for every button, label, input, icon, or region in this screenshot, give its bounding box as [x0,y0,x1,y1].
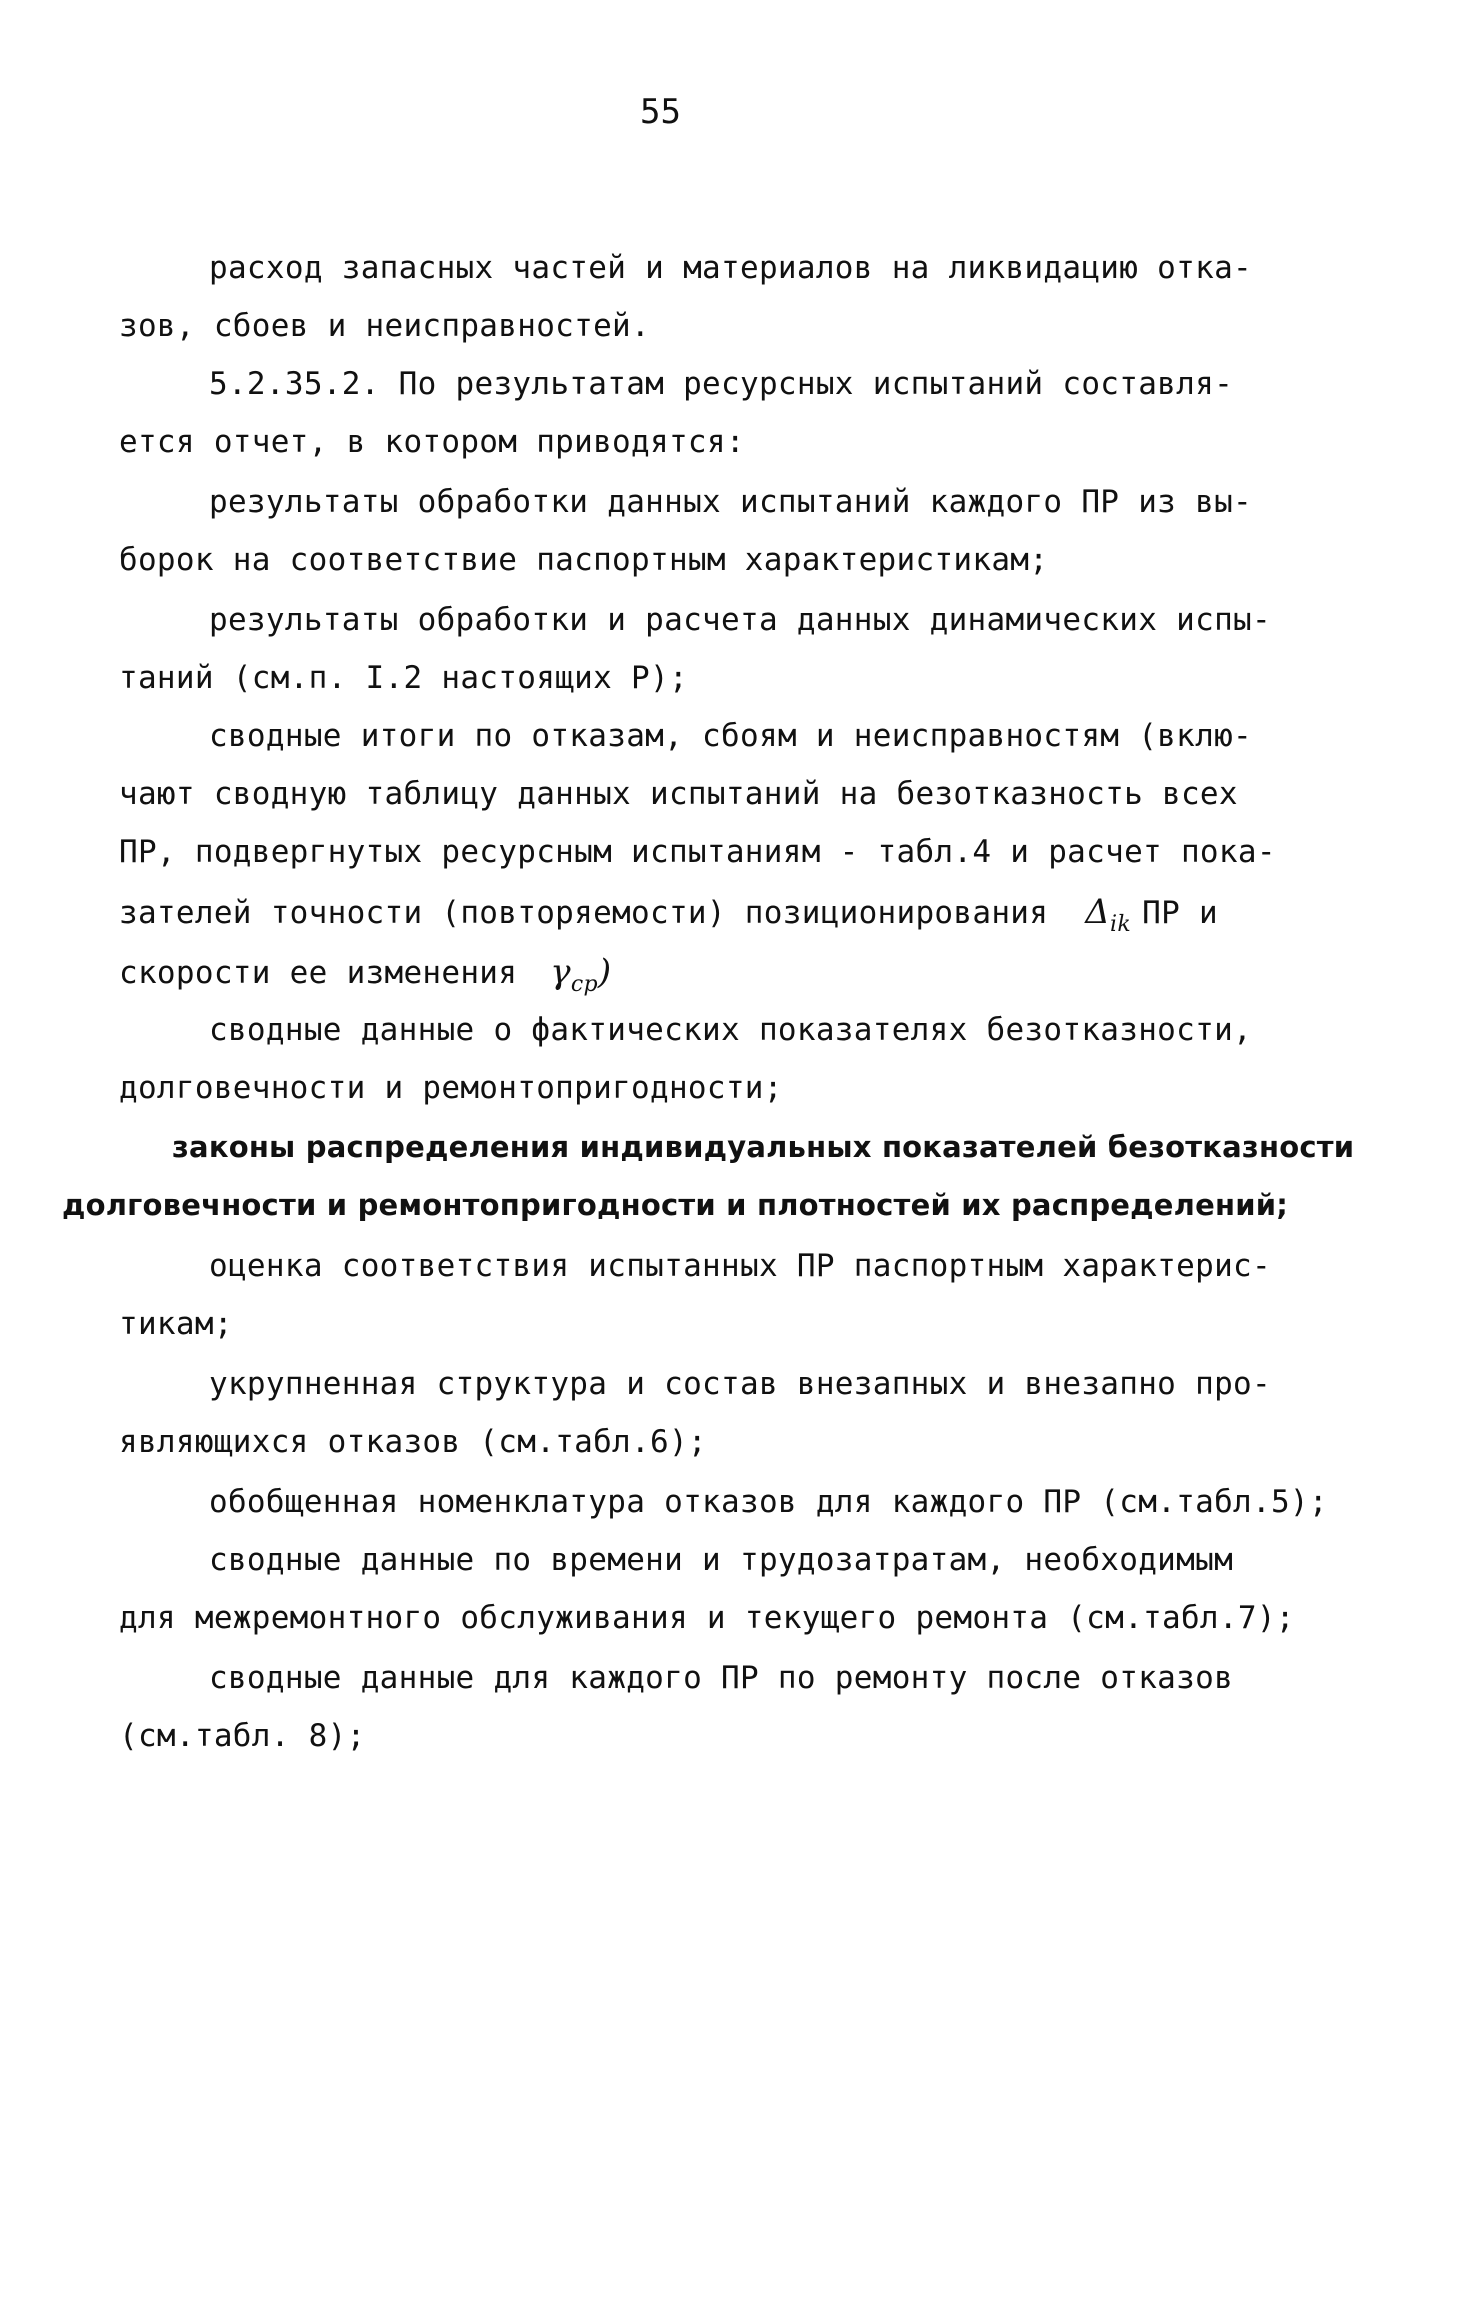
text-line: борок на соответствие паспортным характеристикам; [119,542,1049,578]
text-segment: зателей точности (повторяемости) позиционирования [119,895,1049,931]
text-line: сводные итоги по отказам, сбоям и неисправностям (вклю- [209,718,1252,754]
text-line: ется отчет, в котором приводятся: [119,424,745,460]
text-line-bold: долговечности и ремонтопригодности и плотностей их распределений; [62,1188,1289,1222]
delta-symbol [1085,892,1142,937]
text-line: ПР, подвергнутых ресурсным испытаниям - табл.4 и расчет пока- [119,834,1276,870]
text-line: (см.табл. 8); [119,1718,366,1754]
text-line: тикам; [119,1306,233,1342]
text-line: сводные данные для каждого ПР по ремонту после отказов [209,1660,1234,1696]
text-segment: скорости ее изменения [119,955,518,991]
text-line: оценка соответствия испытанных ПР паспортным характерис- [209,1248,1271,1284]
text-line: являющихся отказов (см.табл.6); [119,1424,707,1460]
delta-subscript: ik [1110,911,1132,937]
text-line: сводные данные по времени и трудозатратам, необходимым [209,1542,1234,1578]
text-line: сводные данные о фактических показателях безотказности, [209,1012,1252,1048]
text-line: таний (см.п. I.2 настоящих Р); [119,660,688,696]
gamma-glyph: γ [550,952,571,992]
delta-glyph: Δ [1085,892,1111,932]
text-line: зов, сбоев и неисправностей. [119,308,650,344]
text-line-with-formula [119,892,1218,937]
gamma-symbol [550,952,612,997]
gamma-close: ) [597,952,612,992]
text-line: обобщенная номенклатура отказов для каждого ПР (см.табл.5); [209,1484,1328,1520]
gamma-subscript: ср [570,971,598,997]
text-line: долговечности и ремонтопригодности; [119,1070,783,1106]
text-line: результаты обработки и расчета данных динамических испы- [209,602,1271,638]
text-line: чают сводную таблицу данных испытаний на безотказность всех [119,776,1238,812]
page-number: 55 [640,92,681,132]
text-line: укрупненная структура и состав внезапных и внезапно про- [209,1366,1271,1402]
text-line: расход запасных частей и материалов на ликвидацию отка- [209,250,1252,286]
text-line: результаты обработки данных испытаний каждого ПР из вы- [209,484,1252,520]
text-line-with-formula [119,952,611,997]
text-line-bold: законы распределения индивидуальных показателей безотказности [172,1130,1355,1164]
text-line: для межремонтного обслуживания и текущего ремонта (см.табл.7); [119,1600,1295,1636]
text-line: 5.2.35.2. По результатам ресурсных испытаний составля- [209,366,1234,402]
text-segment: ПР и [1142,895,1218,931]
